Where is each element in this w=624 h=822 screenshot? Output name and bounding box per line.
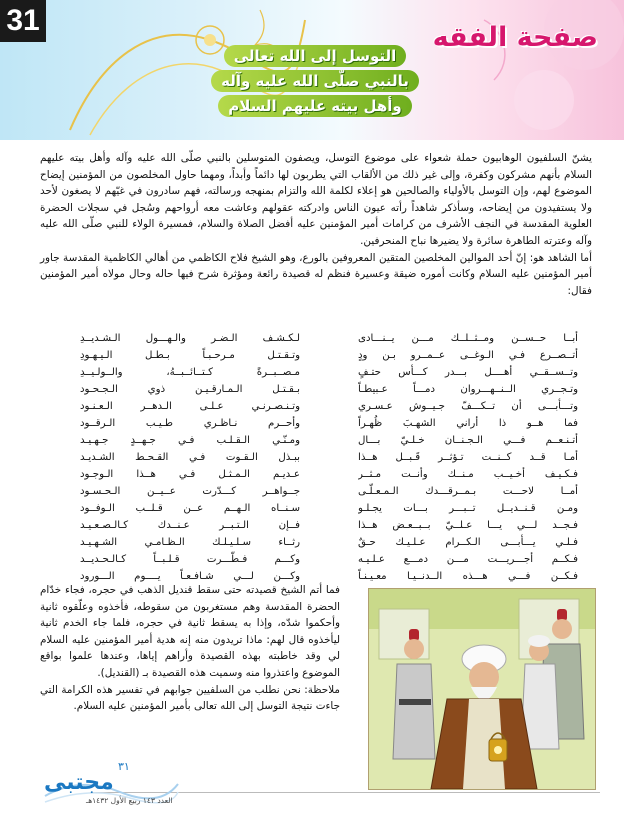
story-illustration (368, 588, 596, 790)
poem-verse: ومـنّـي الـقـلـب فـي جـهــدٍ جـهـيـد (80, 435, 300, 446)
poem-verse: ببـذل الـقـوت فـي القـحـط الشـديـد (80, 452, 300, 463)
poem-verse: جــواهــر كـــدّرت عــيــن الـحـسـود (80, 486, 300, 497)
magazine-logo-text: مجتبى (44, 770, 114, 795)
poem-verse: وأحــرم نـاظـري طـيـب الـرقــود (80, 418, 300, 429)
section-title: صفحة الفقه (432, 22, 598, 53)
sheikh-with-lantern-icon (369, 589, 595, 789)
poem-verse: فـكـيـف أخـيــب مـنــك وأنــت مـثــر (358, 469, 578, 480)
story-paragraph-1: فما أتم الشيخ قصيدته حتى سقط قنديل الذهب في حجره، فجاء خدّام الحضرة المقدسة وهم مستغربون من سقوطه، فأخذوه وعلّقوه ثانية وأحكموا شدّه، وإذا به يسقط ثانية في حجره، فلما جاء الخدم ثانية ليأخذوه قال لهم: ماذا تريدون منه إنه هدية أمير المؤمنين عليه السلام لي وقد خاطبته بهذه القصيدة وأراهم إياها، وعندها علموا بواقع الموضوع واعتذروا منه وسميت هذه القصيدة بـ (القنديل). (40, 584, 340, 679)
poem-verse: وكـــم فـطّـــرت قـلـبــاً كـالـحـديــد (80, 554, 300, 565)
poem-verse: فـلـي يـــأبـــى الـكــرام عـلـيـك حـقٌ (358, 537, 578, 548)
poem-verse: فـجــد لـــي يـــا عـلــيّ بــبــعـض هــذا (358, 520, 578, 531)
poem-verse: فما هــو ذا أراني الشهـبَ ظُهـراً (358, 418, 578, 429)
page-number: 31 (0, 0, 46, 42)
story-paragraph-2: ملاحظة: نحن نطلب من السلفيين جوابهم في تفسير هذه الكرامة التي جاءت نتيجة التوسل إلى الله تعالى بأمير المؤمنين عليه السلام. (40, 683, 340, 713)
article-headline (170, 42, 460, 120)
poem-verse: عـديـم الـمـثـل فـي هــذا الـوجـود (80, 469, 300, 480)
issue-info: العدد ١٤٣ ربيع الأول ١٤٣٢هـ (86, 796, 173, 805)
poem-verse: أتــصــرع فـي الـوغــى عــمــرو بـن ودٍ (358, 350, 578, 361)
poem-verse: أمـا قــد كــنــت تـؤثــر قَـبــل هــذا (358, 452, 578, 463)
story-text (40, 582, 340, 715)
poem-right-column (358, 330, 578, 585)
poem-verse: فـكــم أجـــريـــت مـــن دمـــع عـلـيـه (358, 554, 578, 565)
poem-verse: سـنــاه الـهــم عــن قـلــب الـوفــود (80, 503, 300, 514)
article-body (40, 150, 592, 299)
poem-verse: أتـنـعــم فـــي الـجـنــان خـلـيّ بـــال (358, 435, 578, 446)
poem-verse: رثــاء سـلـيـلـك الـظـامـي الشـهـيـد (80, 537, 300, 548)
logo-page-number: ٣١ (118, 760, 130, 773)
poem-verse: وكـــن لـــي شـافـعـاً يــــوم الـــورود (80, 571, 300, 582)
headline-line-3: وأهل بيته عليهم السلام (218, 95, 411, 117)
poem-verse: فــإن الـتـبــر عـنــدك كـالـصـعـيـد (80, 520, 300, 531)
poem-verse: أبــا حــســن ومــثــلــك مـــن يــنـــادى (358, 333, 578, 344)
poem-verse: مـصــبــرةً كـتــائــبــهُ، والــولـيــدِ (80, 367, 300, 378)
poem-verse: فـكــن فـــي هـــذه الــدنــيـا معـيـنـاً (358, 571, 578, 582)
poem-verse: وتــســقــي أهــــل بـــدر كـــأس حتـفٍ (358, 367, 578, 378)
headline-line-1: التوسل إلى الله تعالى (224, 45, 407, 67)
body-paragraph-2: أما الشاهد هو: إنّ أحد الموالين المخلصين المتقين المعروفين بالورع، وهو الشيخ فلاح الكاظمي من أهالي الكاظمية المقدسة جاور أمير المؤمنين عليه السلام وكانت أموره ضيقة وعسيرة فنظم له قصيدة رائعة ومؤثرة شرح فيها حاله وحال مولاه أمير المؤمنين فقال: (40, 251, 592, 297)
poem-verse: وتـنـصـرنـي عـلـى الـدهــر الـعـنـود (80, 401, 300, 412)
poem-verse: وتـجــري الــنــهـــروان دمـــاً عـبيطـاً (358, 384, 578, 395)
poem-verse: وتـقـتـل مـرحـبـاً بـطـل الـيـهـودِ (80, 350, 300, 361)
body-paragraph-1: يشنّ السلفيون الوهابيون حملة شعواء على موضوع التوسل، ويصفون المتوسلين بالنبي صلّى الله عليه وآله وأهل بيته عليهم السلام بأنهم مشركون وكفرة، وإلى غير ذلك من الألقاب التي يطربون لها دائماً وأبداً، ومهما حاول المخلصون من المؤمنين إيضاح الموضوع لهم، وإن التوسل بالأولياء والصالحين هو إعلاء لكلمة الله والتزام بمنهجه ورسالته، فهم سادرون في غيّهم لا يصغون لأحد ولا يستفيدون من إيضاحه، وسأذكر شاهداً رأته عيون الناس وادركته عقولهم وعاشت معه أرواحهم وسُجل في سجلات الحضرة العلوية المقدسة في النجف الأشرف من كرامات أمير المؤمنين عليه أفضل الصلاة والسلام، فمسيرة الولاء للنبي صلّى الله عليه وآله وعترته الطاهرة سائرة ولا يضيرها نباح المنحرفين. (40, 152, 592, 247)
poem-verse: وتـــأبـــى أن تــكـــفّ جـيــوش عـسـري (358, 401, 578, 412)
poem-left-column (80, 330, 300, 585)
poem-verse: بـقـتـل الـمـارقـيـن ذوي الـجـحـود (80, 384, 300, 395)
poem-verse: ومـن قـنــديــل تــبـــر بـــات يجـلـو (358, 503, 578, 514)
poem-verse: لـكـشـف الـضـر والـهـــول الـشـديــدِ (80, 333, 300, 344)
poem-verse: أمــا لاحـــت بـمــرقـــدك الـمـعـلّـى (358, 486, 578, 497)
headline-line-2: بالنبي صلّى الله عليه وآله (211, 70, 419, 92)
